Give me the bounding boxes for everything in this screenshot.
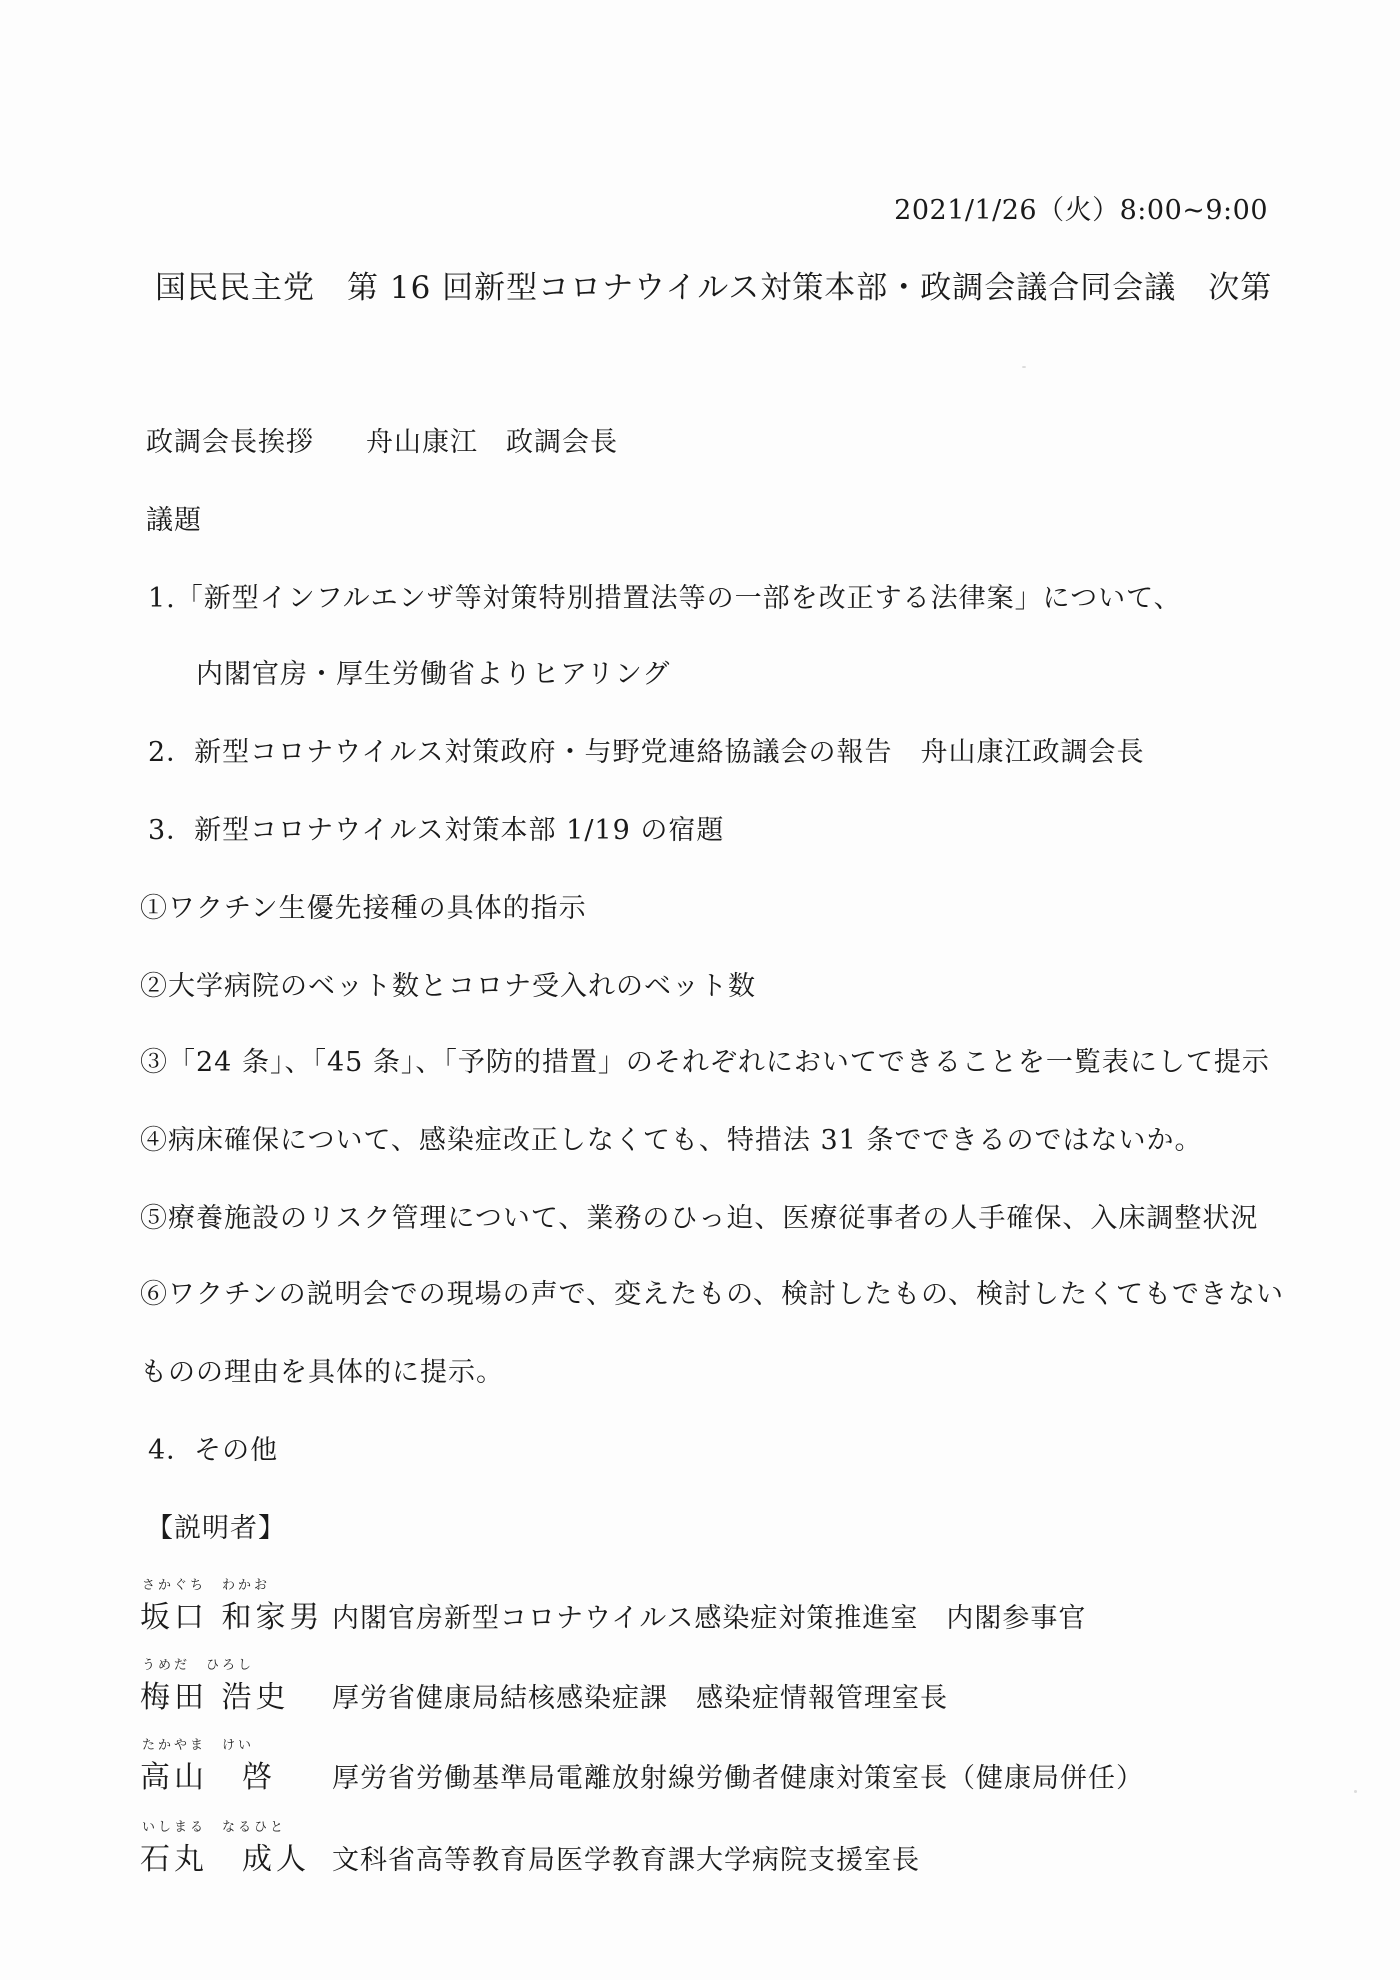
presenters-heading: 【説明者】 <box>146 1513 286 1544</box>
agenda-item-1-continued: 内閣官房・厚生労働省よりヒアリング <box>196 659 671 690</box>
agenda-item-2: 2．新型コロナウイルス対策政府・与野党連絡協議会の報告 舟山康江政調会長 <box>148 737 1145 768</box>
subitem-5: ⑤療養施設のリスク管理について、業務のひっ迫、医療従事者の人手確保、入床調整状況 <box>140 1203 1259 1234</box>
meeting-date: 2021/1/26（火）8:00~9:00 <box>894 195 1268 226</box>
greeting-speaker: 舟山康江 政調会長 <box>366 427 618 458</box>
scan-speck <box>1354 1790 1357 1793</box>
presenter-role: 厚労省労働基準局電離放射線労働者健康対策室長（健康局併任） <box>332 1763 1144 1794</box>
presenter-ruby: たかやま けい <box>142 1738 255 1753</box>
subitem-3: ③「24 条」、「45 条」、「予防的措置」のそれぞれにおいてできることを一覧表にして提示 <box>140 1047 1270 1078</box>
subitem-2: ②大学病院のベット数とコロナ受入れのベット数 <box>140 971 756 1002</box>
greeting-line <box>146 420 618 459</box>
presenter-role: 厚労省健康局結核感染症課 感染症情報管理室長 <box>332 1683 948 1714</box>
presenter-name: 石丸 成人 <box>140 1842 310 1877</box>
scan-speck <box>1022 366 1026 368</box>
presenter-name: 梅田 浩史 <box>140 1680 290 1715</box>
presenter-ruby: いしまる なるひと <box>142 1820 287 1835</box>
agenda-item-1: 1.「新型インフルエンザ等対策特別措置法等の一部を改正する法律案」について、 <box>148 583 1182 614</box>
greeting-label: 政調会長挨拶 <box>146 427 314 458</box>
subitem-6-continued: ものの理由を具体的に提示。 <box>140 1357 504 1388</box>
subitem-1: ①ワクチン生優先接種の具体的指示 <box>140 893 587 924</box>
presenter-ruby: うめだ ひろし <box>142 1658 255 1673</box>
presenter-role: 文科省高等教育局医学教育課大学病院支援室長 <box>332 1845 920 1876</box>
presenter-name: 坂口 和家男 <box>140 1600 324 1635</box>
document-title: 国民民主党 第 16 回新型コロナウイルス対策本部・政調会議合同会議 次第 <box>155 270 1273 306</box>
presenter-role: 内閣官房新型コロナウイルス感染症対策推進室 内閣参事官 <box>332 1603 1087 1634</box>
agenda-item-3: 3．新型コロナウイルス対策本部 1/19 の宿題 <box>148 815 725 846</box>
agenda-heading: 議題 <box>146 505 202 536</box>
presenter-ruby: さかぐち わかお <box>142 1578 271 1593</box>
subitem-6: ⑥ワクチンの説明会での現場の声で、変えたもの、検討したもの、検討したくてもできない <box>140 1279 1284 1310</box>
agenda-item-4: 4．その他 <box>148 1435 279 1466</box>
presenter-name: 高山 啓 <box>140 1760 276 1795</box>
subitem-4: ④病床確保について、感染症改正しなくても、特措法 31 条でできるのではないか。 <box>140 1125 1203 1156</box>
